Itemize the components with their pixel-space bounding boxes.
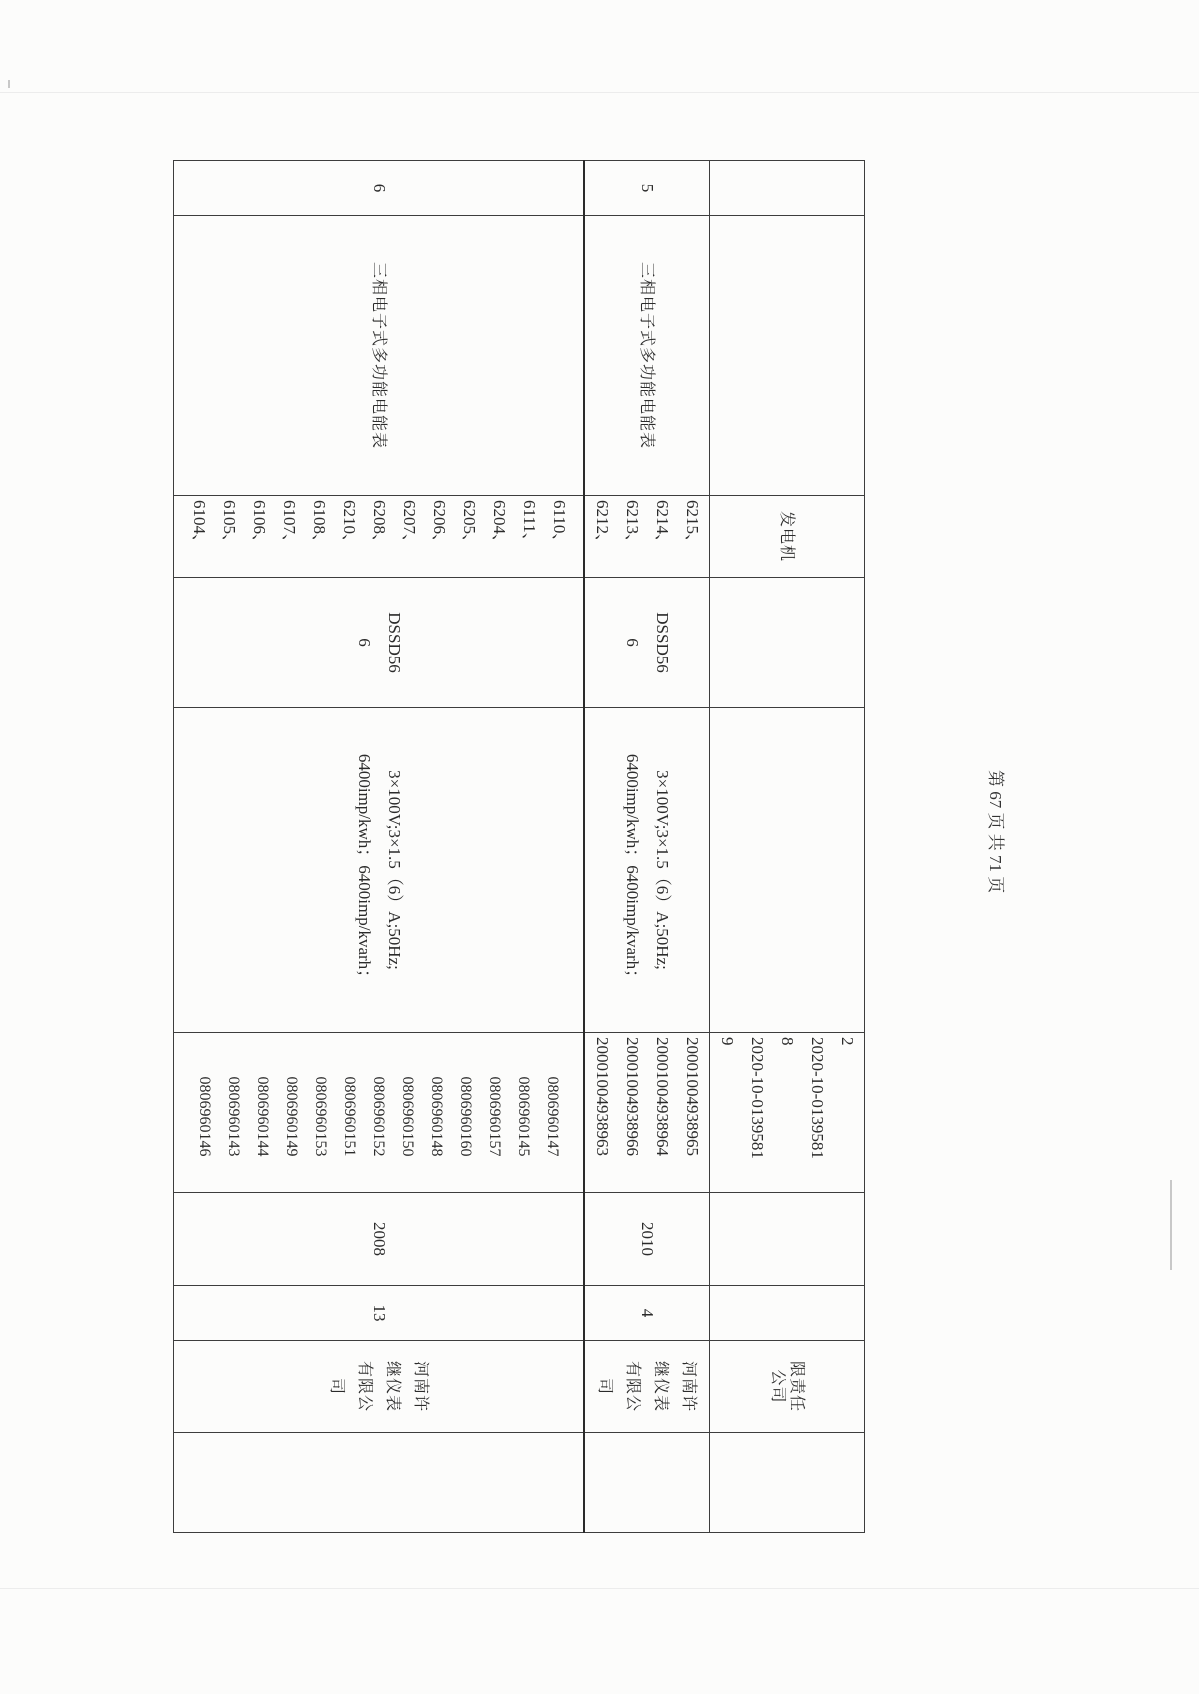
cell-positions: 6110、 6111、 6204、 6205、 6206、 6207、 6208、 6210、 6108、 6107、 6106、 6105、 6104、 (174, 496, 584, 578)
cell-category: 发电机 (710, 496, 865, 578)
cell-model (710, 578, 865, 708)
cell-remark (174, 1433, 584, 1533)
cell-company: 河南许 继仪表 有限公 司 (584, 1341, 710, 1433)
scan-mark (8, 80, 10, 88)
cell-spec: 3×100V;3×1.5（6）A;50Hz; 6400imp/kwh；6400imp/kvarh； (584, 708, 710, 1033)
cell-serials: 200010049389​65 200010049389​64 200010049389​66 200010049389​63 (584, 1033, 710, 1193)
cell-spec (710, 708, 865, 1033)
cell-model: DSSD56 6 (584, 578, 710, 708)
cell-remark (584, 1433, 710, 1533)
cell-qty (710, 1286, 865, 1341)
cell-name: 三相电子式多功能电能表 (584, 216, 710, 496)
rotated-table-wrapper (189, 160, 865, 1532)
cell-year (710, 1193, 865, 1286)
cell-no: 6 (174, 161, 584, 216)
cell-spec: 3×100V;3×1.5（6）A;50Hz; 6400imp/kwh；6400imp/kvarh； (174, 708, 584, 1033)
cell-name: 三相电子式多功能电能表 (174, 216, 584, 496)
cell-qty: 4 (584, 1286, 710, 1341)
cell-serials: 2 2020-10-0139581 8 2020-10-0139581 9 (710, 1033, 865, 1193)
scan-mark (1170, 1180, 1172, 1270)
cell-positions: 6215、 6214、 6213、 6212、 (584, 496, 710, 578)
cell-qty: 13 (174, 1286, 584, 1341)
cell-name (710, 216, 865, 496)
equipment-table (174, 160, 866, 1533)
page-edge-bottom (0, 1588, 1199, 1589)
cell-no: 5 (584, 161, 710, 216)
cell-no (710, 161, 865, 216)
table-row-continued (710, 161, 865, 1533)
page-edge-top (0, 92, 1199, 93)
cell-company: 限责任 公司 (710, 1341, 865, 1433)
cell-remark (710, 1433, 865, 1533)
table-row (584, 161, 710, 1533)
cell-year: 2010 (584, 1193, 710, 1286)
cell-serials: 0806960147 0806960145 0806960157 0806960160 0806960148 0806960150 0806960152 0806960151 0806960153 0806960149 0806960144 0806960143 0806960146 (174, 1033, 584, 1193)
cell-year: 2008 (174, 1193, 584, 1286)
cell-model: DSSD56 6 (174, 578, 584, 708)
cell-company: 河南许 继仪表 有限公 司 (174, 1341, 584, 1433)
page-number-footer: 第 67 页 共 71 页 (986, 770, 1005, 894)
table-row (174, 161, 584, 1533)
